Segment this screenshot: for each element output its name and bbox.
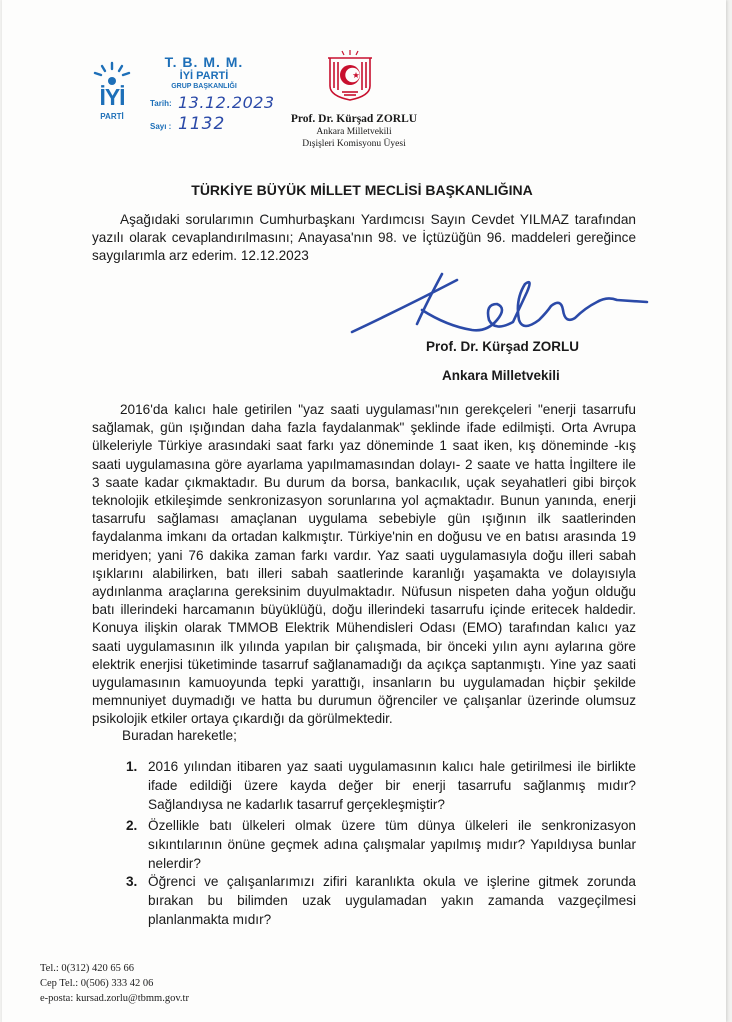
contact-footer (40, 961, 189, 1006)
tbmm-emblem-icon (322, 50, 378, 102)
party-logo-sub: PARTİ (100, 112, 124, 121)
footer-tel: Tel.: 0(312) 420 65 66 (40, 963, 135, 974)
stamp-line1: T. B. M. M. (164, 54, 244, 70)
stamp-line2: İYİ PARTİ (179, 70, 229, 82)
document-page (2, 0, 726, 1022)
party-logo (90, 60, 134, 136)
stamp-tarih-value: 13.12.2023 (178, 93, 275, 112)
question-text: 2016 yılından itibaren yaz saati uygulamasının kalıcı hale getirilmesi ile birlikte ifade edildiği üzere kayda değer bir enerji tasarrufu sağlanmış mıdır? Sağlandıysa ne kadarlık tasarruf gerçekleşmiştir? (148, 759, 636, 812)
question-2 (126, 817, 636, 873)
body-paragraph: 2016'da kalıcı hale getirilen "yaz saati uygulaması"nın gerekçeleri "enerji tasarrufu sağlamak, gün ışığından daha fazla faydalanmak" şeklinde ifade edilmişti. Orta Avrupa ülkeleriyle Türkiye arasındaki saat farkı yaz döneminde 1 saat iken, kış döneminde -kış saati uygulamasına göre ayarlama yapılmamasından dolayı- 2 saate ve hatta İngiltere ile 3 saate kadar çıkmaktadır. Bu durum da borsa, bankacılık, uçak seyahatleri gibi birçok teknolojik etkileşimde senkronizasyon sorunlarına yol açmaktadır. Bunun yanında, enerji tasarrufu sağlaması amaçlanan uygulama sebebiyle gün ışığının ilk saatlerinden faydalanma imkanı da ortadan kalkmıştır. Türkiye'nin en doğusu ve en batısı arasında 19 meridyen; yani 76 dakika zaman farkı vardır. Yaz saati uygulamasıyla doğu illeri sabah ışıklarını alabilirken, batı illeri sabah saatlerinde karanlığı yaşamakta ve dolayısıyla aydınlanma araçlarına gereksinim duyulmaktadır. Nüfusun nispeten daha yoğun olduğu batı illerindeki harcamanın büyüklüğü, doğu illerindeki tasarrufu içinde eritecek haldedir. Konuya ilişkin olarak TMMOB Elektrik Mühendisleri Odası (EMO) tarafından kalıcı yaz saati uygulamasının ilk yılında yapılan bir çalışmada, bir önceki yılın aynı aylarına göre elektrik enerjisi tüketiminde tasarruf sağlanamadığı da açıkça saptanmıştı. Yine yaz saati uygulamasının kamuoyunda tepki yarattığı, insanların bu uygulamadan hiçbir şekilde memnuniyet duymadığı ve hatta bu durumun öğrenciler ve çalışanlar üzerinde olumsuz psikolojik etkiler ortaya çıkardığı da görülmektedir. (92, 402, 636, 727)
stamp-sayi-value: 1132 (178, 114, 226, 134)
question-number: 3. (126, 874, 138, 889)
signature-name: Prof. Dr. Kürşad ZORLU (426, 339, 580, 354)
document-title: TÜRKİYE BÜYÜK MİLLET MECLİSİ BAŞKANLIĞINA (191, 182, 533, 198)
question-1 (126, 758, 636, 814)
question-number: 2. (126, 818, 138, 833)
stamp-sayi-label: Sayı : (150, 122, 172, 131)
sender-name: Prof. Dr. Kürşad ZORLU (290, 113, 418, 125)
sun-icon (92, 60, 132, 86)
stamp-tarih-label: Tarih: (150, 99, 172, 108)
sender-block (264, 112, 444, 150)
question-text: Öğrenci ve çalışanlarımızı zifiri karanlıkta okula ve işlerine gitmek zorunda bırakan bu bilimden uzak uygulamadan yakın zamanda vazgeçilmesi planlanmakta mıdır? (148, 874, 636, 927)
registry-stamp (144, 54, 284, 138)
question-number: 1. (126, 759, 138, 774)
lead-text: Buradan hareketle; (122, 728, 237, 743)
sender-title: Ankara Milletvekili (316, 127, 392, 137)
signature-title: Ankara Milletvekili (442, 368, 560, 383)
party-logo-name: İYİ (99, 84, 125, 110)
stamp-line3: GRUP BAŞKANLIĞI (171, 83, 237, 90)
footer-cep: Cep Tel.: 0(506) 333 42 06 (40, 978, 154, 989)
footer-email: e-posta: kursad.zorlu@tbmm.gov.tr (40, 993, 189, 1004)
intro-paragraph: Aşağıdaki sorularımın Cumhurbaşkanı Yardımcısı Sayın Cevdet YILMAZ tarafından yazılı olarak cevaplandırılmasını; Anayasa'nın 98. ve İçtüzüğün 96. maddeleri gereğince saygılarımla arz ederim. 12.12.2023 (92, 212, 636, 264)
question-3 (126, 873, 636, 929)
sender-committee: Dışişleri Komisyonu Üyesi (302, 139, 406, 149)
question-text: Özellikle batı ülkeleri olmak üzere tüm dünya ülkeleri ile senkronizasyon sıkıntılarının önüne geçmek adına çalışmalar yapılmış mıdır? Yapıldıysa bunlar nelerdir? (148, 818, 636, 871)
